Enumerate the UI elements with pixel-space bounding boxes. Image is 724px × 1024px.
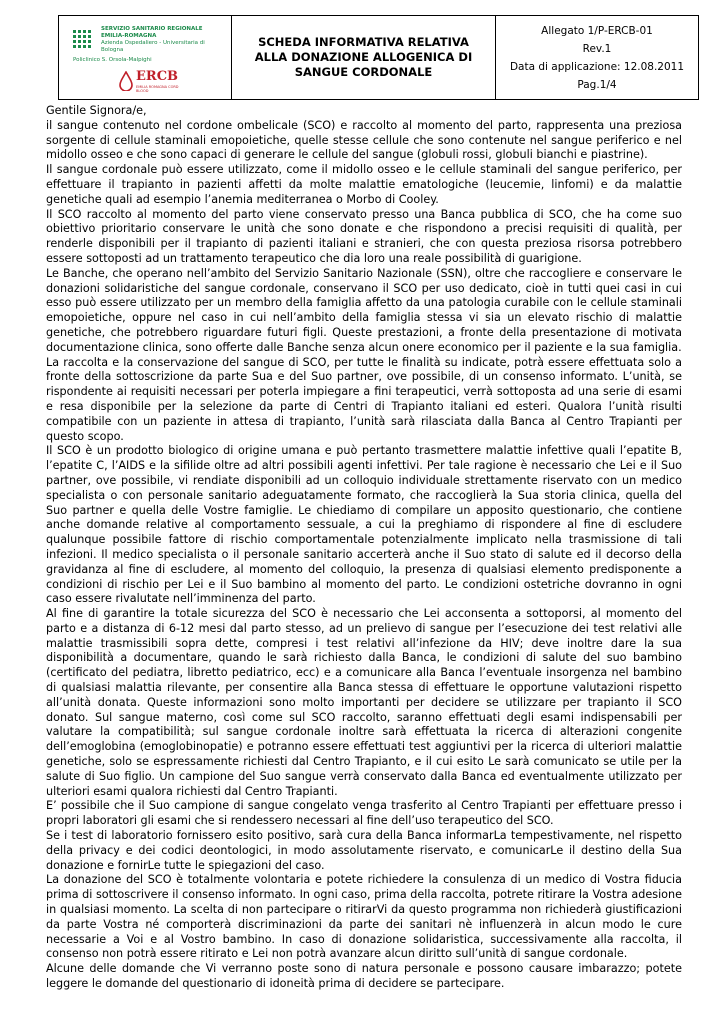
document-header (58, 15, 699, 100)
org-line-3: Azienda Ospedaliero - Universitaria di Bologna (101, 40, 205, 53)
org-line-2: EMILIA-ROMAGNA (101, 33, 157, 39)
document-body (46, 104, 682, 992)
paragraph-2: Il sangue cordonale può essere utilizzato, come il midollo osseo e le cellule staminali del sangue periferico, per effettuare il trapianto in pazienti affetti da molte malattie ematologiche (leucemie, linfomi) e da malattie genetiche quali ad esempio l’anemia mediterranea o Morbo di Cooley. (46, 163, 682, 206)
document-title: SCHEDA INFORMATIVA RELATIVA ALLA DONAZIONE ALLOGENICA DI SANGUE CORDONALE (232, 16, 496, 99)
paragraph-4: Le Banche, che operano nell’ambito del Servizio Sanitario Nazionale (SSN), oltre che raccogliere e conservare le donazioni solidaristiche del sangue cordonale, conservano il SCO per uso dedicato, cioè in tutti quei casi in cui esso può essere utilizzato per un membro della famiglia affetto da una patologia curabile con le cellule staminali emopoietiche, oppure nel caso in cui nell’ambito della famiglia stessa vi sia un elevato rischio di malattie genetiche, che potrebbero riguardare futuri figli. Queste prestazioni, a fronte della presentazione di motivata documentazione clinica, sono offerte dalle Banche senza alcun onere economico per il paziente e la sua famiglia. (46, 266, 682, 354)
greeting: Gentile Signora/e, (46, 104, 147, 117)
paragraph-5: La raccolta e la conservazione del sangue di SCO, per tutte le finalità su indicate, potrà essere effettuata solo a fronte della sottoscrizione da parte Sua e del Suo partner, ove possibile, di un consenso informato. L’unità, se rispondente ai requisiti necessari per poterla impiegare a fini terapeutici, verrà sottoposta ad una serie di esami e resa disponibile per la selezione da parte di Centri di Trapianto italiani ed esteri. Qualora l’unità risulti compatibile con un paziente in attesa di trapianto, l’unità sarà rilasciata dalla Banca al Centro Trapianti per questo scopo. (46, 355, 682, 443)
paragraph-11: Alcune delle domande che Vi verranno poste sono di natura personale e possono causare imbarazzo; potete leggere le domande del questionario di idoneità prima di decidere se partecipare. (46, 962, 682, 991)
application-date: Data di applicazione: 12.08.2011 (509, 60, 685, 73)
ercb-subtitle: EMILIA ROMAGNA CORD BLOOD (136, 85, 179, 93)
allegato-code: Allegato 1/P-ERCB-01 (541, 24, 653, 37)
logos-cell (59, 16, 232, 99)
hospital-name: Policlinico S. Orsola-Malpighi (73, 57, 152, 63)
blood-drop-icon (119, 71, 133, 91)
org-name (101, 26, 226, 54)
page-number: Pag.1/4 (577, 78, 617, 91)
org-line-1: SERVIZIO SANITARIO REGIONALE (101, 26, 203, 32)
ercb-wordmark: ERCB (136, 69, 179, 84)
revision: Rev.1 (582, 42, 612, 55)
ercb-logo (119, 69, 179, 95)
document-meta (496, 16, 698, 99)
paragraph-1: il sangue contenuto nel cordone ombelicale (SCO) e raccolto al momento del parto, rappresenta una preziosa sorgente di cellule staminali emopoietiche, quelle stesse cellule che sono contenute nel sangue periferico e nel midollo osseo e che sono capaci di generare le cellule del sangue (globuli rossi, globuli bianchi e piastrine). (46, 118, 682, 162)
paragraph-3: Il SCO raccolto al momento del parto viene conservato presso una Banca pubblica di SCO, che ha come suo obiettivo prioritario conservare le unità che sono donate e che rispondono a precisi requisiti di qualità, per renderle disponibili per il trapianto di pazienti italiani e stranieri, che con questa preziosa risorsa potrebbero essere sottoposti ad un trattamento terapeutico che dia loro una reale possibilità di guarigione. (46, 207, 682, 265)
paragraph-9: Se i test di laboratorio fornissero esito positivo, sarà cura della Banca informarLa tempestivamente, nel rispetto della privacy e dei codici deontologici, in modo assolutamente riservato, e comunicarLe il destino della Sua donazione e fornirLe tutte le spiegazioni del caso. (46, 829, 682, 872)
paragraph-7: Al fine di garantire la totale sicurezza del SCO è necessario che Lei acconsenta a sottoporsi, al momento del parto e a distanza di 6-12 mesi dal parto stesso, ad un prelievo di sangue per l’esecuzione dei test relativi alle malattie trasmissibili sopra dette, compresi i test relativi all’infezione da HIV; deve inoltre dare la sua disponibilità a documentare, quando le sarà richiesto dalla Banca, le condizioni di salute del suo bambino (certificato del pediatra, libretto pediatrico, ecc) e a comunicare alla Banca l’eventuale insorgenza nel bambino di qualsiasi malattia rilevante, per consentire alla Banca stessa di effettuare le opportune valutazioni rispetto all’unità donata. Queste informazioni sono molto importanti per decidere se utilizzare per trapianto il SCO donato. Sul sangue materno, così come sul SCO raccolto, saranno effettuati degli esami indispensabili per valutare la compatibilità; sul sangue cordonale inoltre sarà effettuata la ricerca di alterazioni congenite dell’emoglobina (emoglobinopatie) e potranno essere effettuati test aggiuntivi per la ricerca di ulteriori malattie genetiche, solo se espressamente richiesti dal Centro Trapianto, e il cui esito Le sarà comunicato se utile per la salute di Suo figlio. Un campione del Suo sangue verrà conservato dalla Banca ed eventualmente utilizzato per ulteriori esami qualora richiesti dal Centro Trapianti. (46, 607, 682, 798)
paragraph-6: Il SCO è un prodotto biologico di origine umana e può pertanto trasmettere malattie infettive quali l’epatite B, l’epatite C, l’AIDS e la sifilide oltre ad altri possibili agenti infettivi. Per tale ragione è necessario che Lei e il Suo partner, ove possibile, vi rendiate disponibili ad un colloquio individuale strettamente riservato con un medico specialista o con personale sanitario adeguatamente formato, che raccoglierà la Sua storia clinica, quella del Suo partner e quella delle Vostre famiglie. Le chiediamo di compilare un apposito questionario, che contiene anche domande relative al comportamento sessuale, a cui la preghiamo di rispondere al fine di escludere qualunque possibile fattore di rischio comportamentale potenzialmente implicato nella trasmissione di tali infezioni. Il medico specialista o il personale sanitario accerterà anche il Suo stato di salute ed il decorso della gravidanza al fine di escludere, al momento del colloquio, la presenza di qualsiasi elemento predisponente a condizioni di rischio per Lei e il Suo bambino al momento del parto. Le condizioni ostetriche dovranno in ogni caso essere rivalutate nell’imminenza del parto. (46, 444, 682, 606)
regione-emilia-romagna-logo (71, 28, 93, 50)
paragraph-10: La donazione del SCO è totalmente volontaria e potete richiedere la consulenza di un medico di Vostra fiducia prima di sottoscrivere il consenso informato. In ogni caso, prima della raccolta, potrete ritirare la Vostra adesione in qualsiasi momento. La scelta di non partecipare o ritirarVi da questo programma non richiederà giustificazioni da parte Vostra né comporterà discriminazioni da parte dei sanitari nè influenzerà in alcun modo le cure necessarie a Voi e al Vostro bambino. In caso di donazione solidaristica, successivamente alla raccolta, il consenso non potrà essere ritirato e Lei non potrà avanzare alcun diritto sull’unità di sangue cordonale. (46, 873, 682, 961)
paragraph-8: E’ possibile che il Suo campione di sangue congelato venga trasferito al Centro Trapianti per effettuare presso i propri laboratori gli esami che si rendessero necessari al fine dell’uso terapeutico del SCO. (46, 799, 682, 828)
